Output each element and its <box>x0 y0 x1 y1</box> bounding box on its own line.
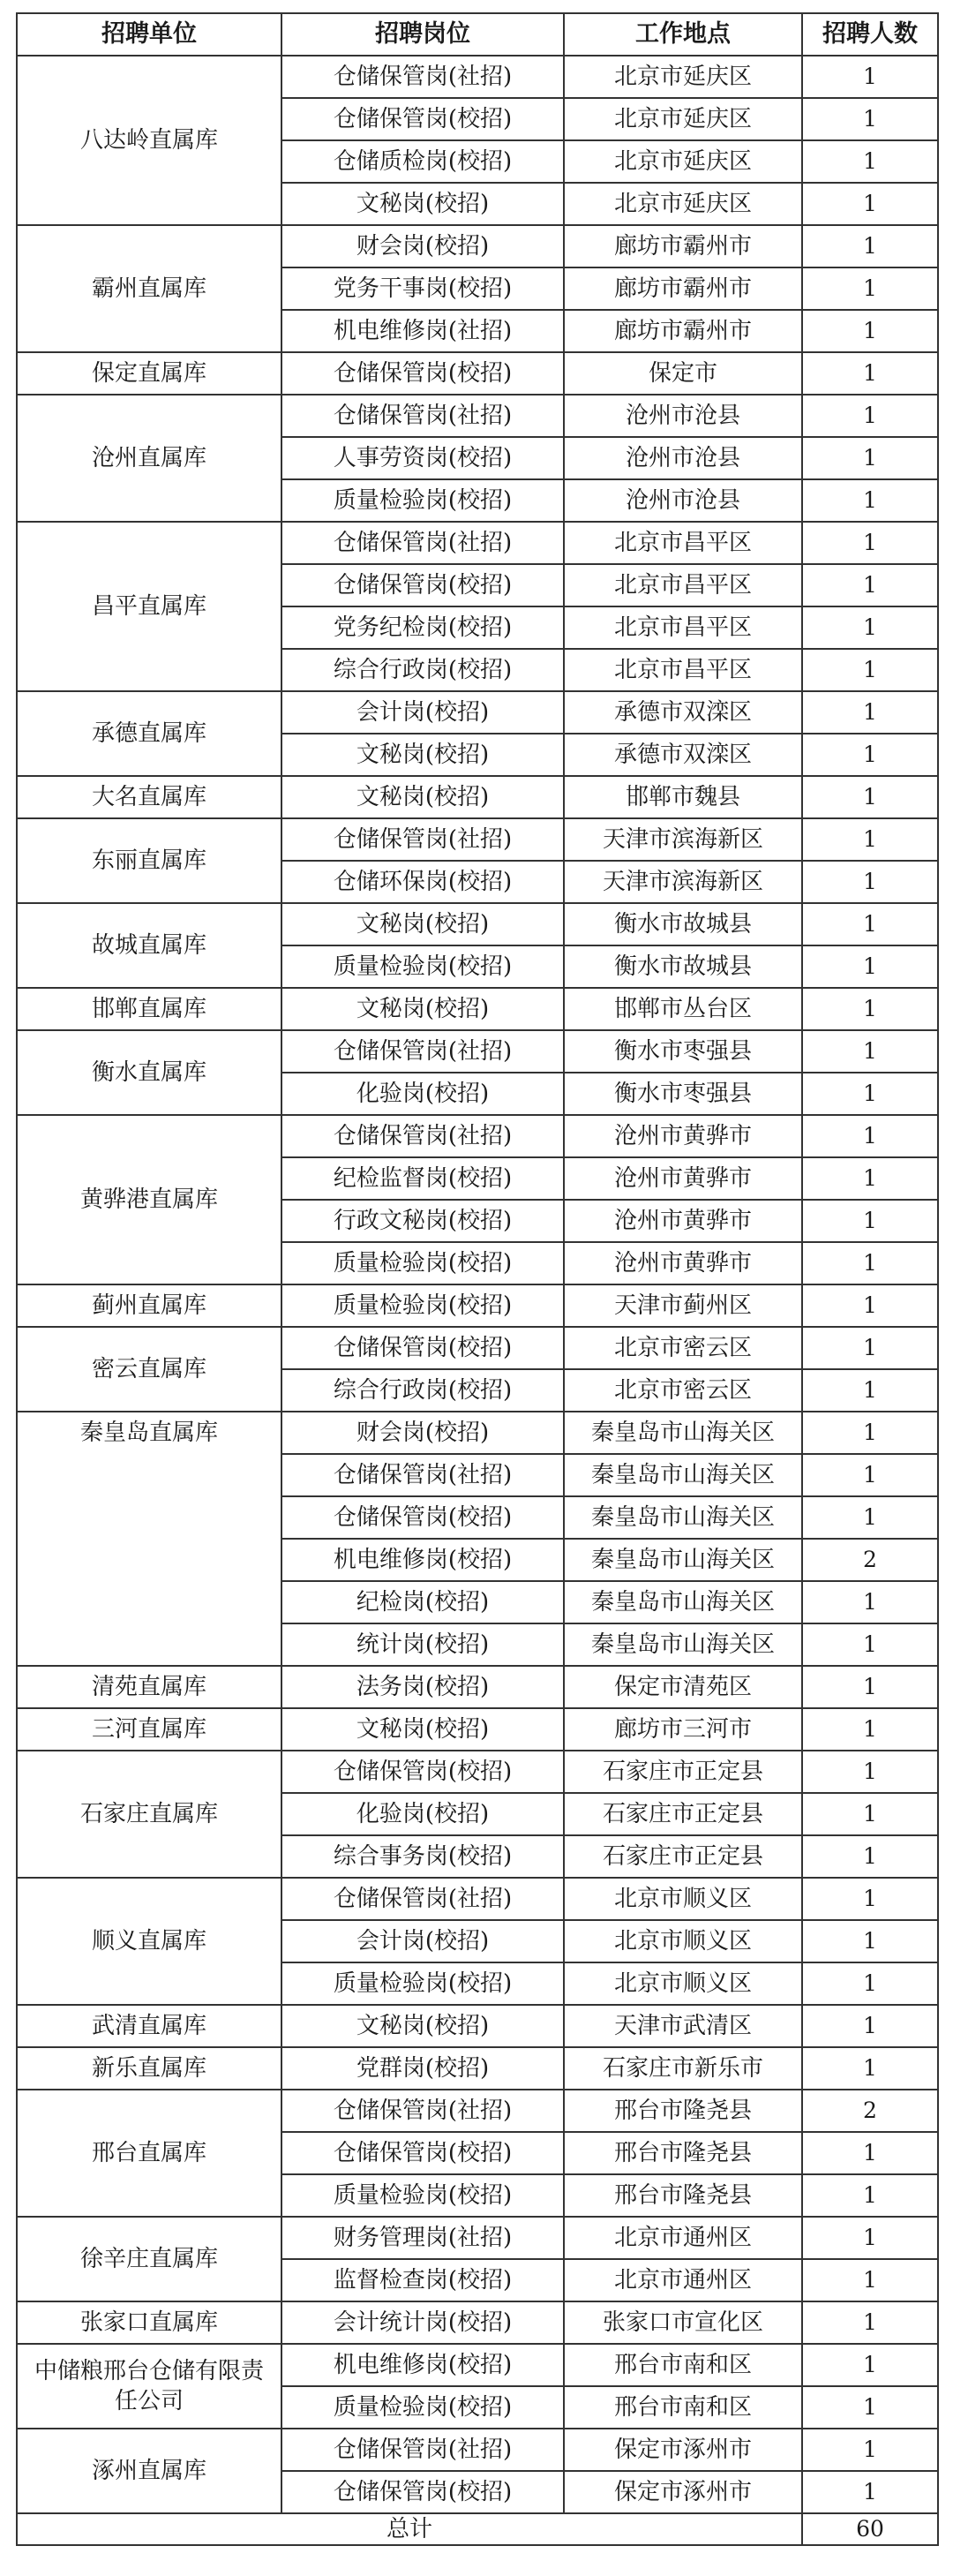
table-row <box>17 352 938 395</box>
table-row <box>17 1115 938 1157</box>
unit-cell: 沧州直属库 <box>17 395 281 522</box>
position-cell: 党务纪检岗(校招) <box>281 606 564 649</box>
location-cell: 天津市滨海新区 <box>564 861 802 903</box>
total-row <box>17 2513 938 2545</box>
unit-cell: 邯郸直属库 <box>17 988 281 1030</box>
location-cell: 沧州市沧县 <box>564 479 802 522</box>
table-row <box>17 988 938 1030</box>
table-header <box>17 13 938 56</box>
header-count: 招聘人数 <box>802 13 938 56</box>
position-cell: 仓储保管岗(社招) <box>281 395 564 437</box>
location-cell: 北京市昌平区 <box>564 522 802 564</box>
table-row <box>17 1878 938 1920</box>
position-cell: 机电维修岗(校招) <box>281 2344 564 2386</box>
location-cell: 石家庄市正定县 <box>564 1793 802 1835</box>
count-cell: 1 <box>802 183 938 225</box>
unit-cell: 霸州直属库 <box>17 225 281 352</box>
count-cell: 1 <box>802 1623 938 1666</box>
unit-cell: 邢台直属库 <box>17 2090 281 2217</box>
location-cell: 秦皇岛市山海关区 <box>564 1623 802 1666</box>
position-cell: 行政文秘岗(校招) <box>281 1200 564 1242</box>
unit-cell: 保定直属库 <box>17 352 281 395</box>
position-cell: 党群岗(校招) <box>281 2047 564 2090</box>
count-cell: 1 <box>802 1327 938 1369</box>
location-cell: 衡水市故城县 <box>564 903 802 945</box>
position-cell: 文秘岗(校招) <box>281 734 564 776</box>
position-cell: 化验岗(校招) <box>281 1793 564 1835</box>
unit-cell: 中储粮邢台仓储有限责任公司 <box>17 2344 281 2429</box>
position-cell: 质量检验岗(校招) <box>281 1962 564 2005</box>
count-cell: 1 <box>802 1369 938 1412</box>
location-cell: 北京市延庆区 <box>564 56 802 98</box>
count-cell: 1 <box>802 2005 938 2047</box>
header-unit: 招聘单位 <box>17 13 281 56</box>
unit-cell: 大名直属库 <box>17 776 281 818</box>
unit-cell: 新乐直属库 <box>17 2047 281 2090</box>
position-cell: 财会岗(校招) <box>281 1412 564 1454</box>
table-row <box>17 2217 938 2259</box>
unit-cell: 三河直属库 <box>17 1708 281 1751</box>
position-cell: 文秘岗(校招) <box>281 903 564 945</box>
position-cell: 化验岗(校招) <box>281 1073 564 1115</box>
count-cell: 1 <box>802 98 938 140</box>
position-cell: 质量检验岗(校招) <box>281 945 564 988</box>
location-cell: 张家口市宣化区 <box>564 2301 802 2344</box>
position-cell: 纪检监督岗(校招) <box>281 1157 564 1200</box>
position-cell: 会计岗(校招) <box>281 1920 564 1962</box>
count-cell: 1 <box>802 1157 938 1200</box>
location-cell: 天津市蓟州区 <box>564 1284 802 1327</box>
table-row <box>17 395 938 437</box>
unit-cell: 衡水直属库 <box>17 1030 281 1115</box>
position-cell: 文秘岗(校招) <box>281 776 564 818</box>
location-cell: 秦皇岛市山海关区 <box>564 1496 802 1539</box>
count-cell: 1 <box>802 1242 938 1284</box>
count-cell: 1 <box>802 2174 938 2217</box>
unit-cell: 黄骅港直属库 <box>17 1115 281 1284</box>
location-cell: 保定市涿州市 <box>564 2471 802 2513</box>
count-cell: 1 <box>802 2471 938 2513</box>
location-cell: 天津市滨海新区 <box>564 818 802 861</box>
unit-cell: 徐辛庄直属库 <box>17 2217 281 2301</box>
unit-cell: 武清直属库 <box>17 2005 281 2047</box>
count-cell: 1 <box>802 1412 938 1454</box>
position-cell: 质量检验岗(校招) <box>281 1284 564 1327</box>
position-cell: 文秘岗(校招) <box>281 988 564 1030</box>
location-cell: 北京市通州区 <box>564 2259 802 2301</box>
position-cell: 人事劳资岗(校招) <box>281 437 564 479</box>
count-cell: 1 <box>802 1581 938 1623</box>
table-row <box>17 522 938 564</box>
location-cell: 石家庄市新乐市 <box>564 2047 802 2090</box>
location-cell: 承德市双滦区 <box>564 734 802 776</box>
header-position: 招聘岗位 <box>281 13 564 56</box>
count-cell: 1 <box>802 522 938 564</box>
location-cell: 北京市顺义区 <box>564 1878 802 1920</box>
position-cell: 质量检验岗(校招) <box>281 2174 564 2217</box>
table-row <box>17 776 938 818</box>
table-row <box>17 225 938 267</box>
location-cell: 北京市密云区 <box>564 1327 802 1369</box>
position-cell: 财务管理岗(社招) <box>281 2217 564 2259</box>
count-cell: 1 <box>802 395 938 437</box>
unit-cell: 东丽直属库 <box>17 818 281 903</box>
count-cell: 1 <box>802 310 938 352</box>
location-cell: 沧州市沧县 <box>564 437 802 479</box>
table-row <box>17 1708 938 1751</box>
position-cell: 仓储保管岗(社招) <box>281 1878 564 1920</box>
location-cell: 衡水市枣强县 <box>564 1073 802 1115</box>
count-cell: 1 <box>802 1835 938 1878</box>
unit-cell: 顺义直属库 <box>17 1878 281 2005</box>
location-cell: 邯郸市丛台区 <box>564 988 802 1030</box>
count-cell: 1 <box>802 861 938 903</box>
count-cell: 1 <box>802 691 938 734</box>
header-row <box>17 13 938 56</box>
location-cell: 沧州市黄骅市 <box>564 1115 802 1157</box>
location-cell: 廊坊市霸州市 <box>564 225 802 267</box>
position-cell: 法务岗(校招) <box>281 1666 564 1708</box>
table-row <box>17 1327 938 1369</box>
position-cell: 机电维修岗(社招) <box>281 310 564 352</box>
count-cell: 1 <box>802 903 938 945</box>
count-cell: 1 <box>802 140 938 183</box>
position-cell: 仓储保管岗(校招) <box>281 2471 564 2513</box>
location-cell: 邢台市隆尧县 <box>564 2090 802 2132</box>
location-cell: 北京市昌平区 <box>564 649 802 691</box>
count-cell: 1 <box>802 1073 938 1115</box>
count-cell: 1 <box>802 1708 938 1751</box>
table-row <box>17 818 938 861</box>
location-cell: 沧州市沧县 <box>564 395 802 437</box>
table-row <box>17 2090 938 2132</box>
count-cell: 1 <box>802 225 938 267</box>
location-cell: 沧州市黄骅市 <box>564 1242 802 1284</box>
table-row <box>17 1284 938 1327</box>
unit-cell: 昌平直属库 <box>17 522 281 691</box>
location-cell: 秦皇岛市山海关区 <box>564 1454 802 1496</box>
count-cell: 1 <box>802 1454 938 1496</box>
location-cell: 沧州市黄骅市 <box>564 1157 802 1200</box>
count-cell: 1 <box>802 1920 938 1962</box>
count-cell: 1 <box>802 776 938 818</box>
count-cell: 1 <box>802 479 938 522</box>
count-cell: 1 <box>802 1666 938 1708</box>
unit-cell: 承德直属库 <box>17 691 281 776</box>
recruitment-table-container <box>16 12 937 2546</box>
location-cell: 廊坊市霸州市 <box>564 310 802 352</box>
count-cell: 2 <box>802 1539 938 1581</box>
table-row <box>17 2005 938 2047</box>
count-cell: 1 <box>802 267 938 310</box>
location-cell: 沧州市黄骅市 <box>564 1200 802 1242</box>
position-cell: 仓储保管岗(社招) <box>281 2090 564 2132</box>
location-cell: 石家庄市正定县 <box>564 1835 802 1878</box>
location-cell: 邢台市南和区 <box>564 2344 802 2386</box>
position-cell: 仓储保管岗(校招) <box>281 98 564 140</box>
position-cell: 仓储保管岗(社招) <box>281 1030 564 1073</box>
header-location: 工作地点 <box>564 13 802 56</box>
table-row <box>17 1030 938 1073</box>
position-cell: 机电维修岗(校招) <box>281 1539 564 1581</box>
location-cell: 北京市昌平区 <box>564 564 802 606</box>
location-cell: 邢台市南和区 <box>564 2386 802 2429</box>
position-cell: 质量检验岗(校招) <box>281 1242 564 1284</box>
table-row <box>17 1666 938 1708</box>
count-cell: 1 <box>802 1115 938 1157</box>
table-row <box>17 691 938 734</box>
table-row <box>17 2429 938 2471</box>
location-cell: 保定市清苑区 <box>564 1666 802 1708</box>
location-cell: 邢台市隆尧县 <box>564 2174 802 2217</box>
position-cell: 仓储保管岗(社招) <box>281 56 564 98</box>
unit-cell: 秦皇岛直属库 <box>17 1412 281 1666</box>
count-cell: 1 <box>802 734 938 776</box>
count-cell: 1 <box>802 1751 938 1793</box>
location-cell: 邢台市隆尧县 <box>564 2132 802 2174</box>
location-cell: 承德市双滦区 <box>564 691 802 734</box>
recruitment-table <box>16 12 939 2546</box>
position-cell: 仓储保管岗(社招) <box>281 1115 564 1157</box>
count-cell: 1 <box>802 2047 938 2090</box>
unit-cell: 蓟州直属库 <box>17 1284 281 1327</box>
total-label: 总计 <box>17 2513 802 2545</box>
position-cell: 仓储环保岗(校招) <box>281 861 564 903</box>
table-row <box>17 2301 938 2344</box>
position-cell: 仓储保管岗(社招) <box>281 1454 564 1496</box>
table-row <box>17 1412 938 1454</box>
table-row <box>17 2344 938 2386</box>
location-cell: 天津市武清区 <box>564 2005 802 2047</box>
count-cell: 1 <box>802 945 938 988</box>
position-cell: 质量检验岗(校招) <box>281 479 564 522</box>
count-cell: 1 <box>802 1962 938 2005</box>
location-cell: 北京市延庆区 <box>564 140 802 183</box>
position-cell: 仓储保管岗(校招) <box>281 352 564 395</box>
location-cell: 邯郸市魏县 <box>564 776 802 818</box>
unit-cell: 故城直属库 <box>17 903 281 988</box>
table-row <box>17 903 938 945</box>
table-row <box>17 1751 938 1793</box>
count-cell: 1 <box>802 1030 938 1073</box>
location-cell: 北京市密云区 <box>564 1369 802 1412</box>
position-cell: 纪检岗(校招) <box>281 1581 564 1623</box>
location-cell: 北京市延庆区 <box>564 183 802 225</box>
position-cell: 财会岗(校招) <box>281 225 564 267</box>
location-cell: 北京市顺义区 <box>564 1920 802 1962</box>
position-cell: 文秘岗(校招) <box>281 183 564 225</box>
location-cell: 北京市昌平区 <box>564 606 802 649</box>
unit-cell: 石家庄直属库 <box>17 1751 281 1878</box>
table-row <box>17 2047 938 2090</box>
location-cell: 衡水市故城县 <box>564 945 802 988</box>
position-cell: 会计统计岗(校招) <box>281 2301 564 2344</box>
count-cell: 1 <box>802 1284 938 1327</box>
count-cell: 2 <box>802 2090 938 2132</box>
count-cell: 1 <box>802 649 938 691</box>
count-cell: 1 <box>802 564 938 606</box>
position-cell: 统计岗(校招) <box>281 1623 564 1666</box>
position-cell: 仓储保管岗(校招) <box>281 1327 564 1369</box>
position-cell: 仓储保管岗(校招) <box>281 1751 564 1793</box>
position-cell: 党务干事岗(校招) <box>281 267 564 310</box>
unit-cell: 清苑直属库 <box>17 1666 281 1708</box>
count-cell: 1 <box>802 2217 938 2259</box>
count-cell: 1 <box>802 606 938 649</box>
location-cell: 石家庄市正定县 <box>564 1751 802 1793</box>
count-cell: 1 <box>802 2259 938 2301</box>
position-cell: 仓储保管岗(校招) <box>281 1496 564 1539</box>
location-cell: 秦皇岛市山海关区 <box>564 1539 802 1581</box>
position-cell: 综合行政岗(校招) <box>281 649 564 691</box>
position-cell: 仓储保管岗(校招) <box>281 2132 564 2174</box>
location-cell: 保定市涿州市 <box>564 2429 802 2471</box>
unit-cell: 八达岭直属库 <box>17 56 281 225</box>
total-value: 60 <box>802 2513 938 2545</box>
position-cell: 文秘岗(校招) <box>281 1708 564 1751</box>
location-cell: 衡水市枣强县 <box>564 1030 802 1073</box>
count-cell: 1 <box>802 56 938 98</box>
position-cell: 会计岗(校招) <box>281 691 564 734</box>
position-cell: 综合事务岗(校招) <box>281 1835 564 1878</box>
count-cell: 1 <box>802 2132 938 2174</box>
position-cell: 仓储保管岗(校招) <box>281 564 564 606</box>
count-cell: 1 <box>802 2429 938 2471</box>
count-cell: 1 <box>802 818 938 861</box>
count-cell: 1 <box>802 988 938 1030</box>
location-cell: 北京市通州区 <box>564 2217 802 2259</box>
table-footer <box>17 2513 938 2545</box>
location-cell: 秦皇岛市山海关区 <box>564 1581 802 1623</box>
location-cell: 北京市顺义区 <box>564 1962 802 2005</box>
position-cell: 综合行政岗(校招) <box>281 1369 564 1412</box>
location-cell: 廊坊市三河市 <box>564 1708 802 1751</box>
table-row <box>17 56 938 98</box>
location-cell: 秦皇岛市山海关区 <box>564 1412 802 1454</box>
location-cell: 廊坊市霸州市 <box>564 267 802 310</box>
unit-cell: 张家口直属库 <box>17 2301 281 2344</box>
location-cell: 保定市 <box>564 352 802 395</box>
unit-cell: 涿州直属库 <box>17 2429 281 2513</box>
position-cell: 监督检查岗(校招) <box>281 2259 564 2301</box>
count-cell: 1 <box>802 1200 938 1242</box>
count-cell: 1 <box>802 352 938 395</box>
position-cell: 质量检验岗(校招) <box>281 2386 564 2429</box>
position-cell: 仓储保管岗(社招) <box>281 2429 564 2471</box>
position-cell: 文秘岗(校招) <box>281 2005 564 2047</box>
count-cell: 1 <box>802 1878 938 1920</box>
location-cell: 北京市延庆区 <box>564 98 802 140</box>
count-cell: 1 <box>802 1793 938 1835</box>
count-cell: 1 <box>802 2344 938 2386</box>
count-cell: 1 <box>802 437 938 479</box>
count-cell: 1 <box>802 1496 938 1539</box>
position-cell: 仓储保管岗(社招) <box>281 522 564 564</box>
table-body <box>17 56 938 2513</box>
count-cell: 1 <box>802 2386 938 2429</box>
position-cell: 仓储质检岗(校招) <box>281 140 564 183</box>
position-cell: 仓储保管岗(社招) <box>281 818 564 861</box>
unit-cell: 密云直属库 <box>17 1327 281 1412</box>
count-cell: 1 <box>802 2301 938 2344</box>
